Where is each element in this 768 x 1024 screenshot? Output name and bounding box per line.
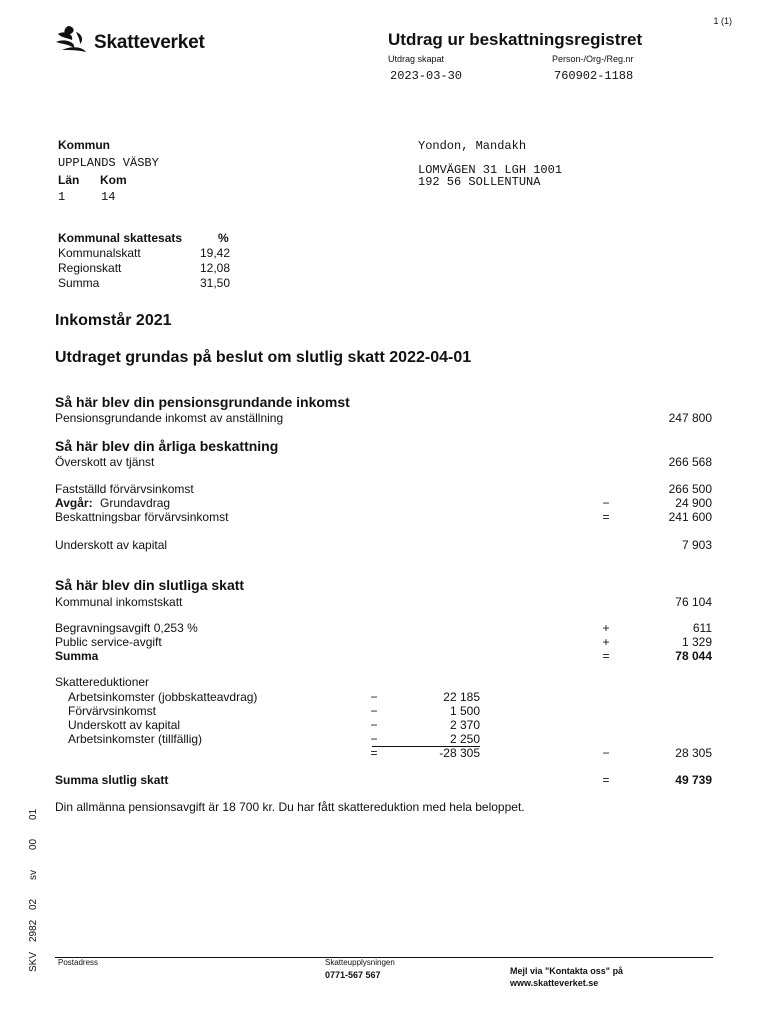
tax-rate-unit: %	[218, 231, 229, 245]
established-income-label: Fastställd förvärvsinkomst	[55, 482, 194, 496]
reduction-operator: −	[370, 704, 378, 718]
reduction-label: Arbetsinkomster (tillfällig)	[68, 732, 203, 746]
side-code-part: SKV	[28, 951, 39, 972]
municipal-tax-label: Kommunal inkomstskatt	[55, 595, 183, 609]
established-income-value: 266 500	[668, 482, 712, 496]
reduction-operator: −	[370, 690, 378, 704]
id-value: 760902-1188	[554, 69, 634, 83]
created-label: Utdrag skapat	[388, 54, 445, 64]
tax-rate-value: 31,50	[199, 276, 230, 290]
kommun-value: UPPLANDS VÄSBY	[58, 156, 159, 170]
tax-info-phone: 0771-567 567	[325, 970, 381, 980]
burial-fee-value: 611	[692, 621, 712, 635]
skatteverket-emblem-icon	[54, 24, 88, 56]
annual-heading: Så här blev din årliga beskattning	[55, 438, 279, 454]
reductions-right-value: 28 305	[675, 746, 712, 760]
surplus-value: 266 568	[668, 455, 712, 469]
side-code-part: sv	[28, 870, 39, 880]
tax-rate-value: 12,08	[199, 261, 230, 275]
reduction-value: 2 370	[449, 718, 480, 732]
id-label: Person-/Org-/Reg.nr	[552, 54, 634, 64]
deductions-label: Avgår:	[55, 496, 93, 510]
recipient-name: Yondon, Mandakh	[418, 139, 527, 153]
burial-fee-label: Begravningsavgift 0,253 %	[55, 621, 198, 635]
reductions-right-operator: −	[602, 746, 610, 760]
capital-deficit-label: Underskott av kapital	[55, 538, 168, 552]
basic-deduction-operator: −	[602, 496, 610, 510]
income-year-heading: Inkomstår 2021	[55, 312, 172, 329]
contact-mail-line1: Mejl via "Kontakta oss" på	[510, 966, 624, 976]
side-code-part: 2982	[28, 919, 39, 942]
public-service-fee-operator: +	[602, 635, 610, 649]
lan-value: 1	[58, 190, 66, 204]
taxable-income-operator: =	[602, 510, 610, 524]
recipient-address-line1: LOMVÄGEN 31 LGH 1001	[418, 163, 563, 177]
page-number: 1 (1)	[713, 16, 732, 26]
reduction-value: 1 500	[449, 704, 480, 718]
contact-mail-link[interactable]: www.skatteverket.se	[510, 978, 599, 988]
logo-text: Skatteverket	[94, 32, 205, 53]
tax-info-label: Skatteupplysningen	[325, 958, 395, 967]
reduction-operator: −	[370, 732, 378, 746]
tax-rate-label: Summa	[58, 276, 100, 290]
created-value: 2023-03-30	[390, 69, 463, 83]
tax-rate-heading: Kommunal skattesats	[58, 231, 183, 245]
tax-rate-label: Kommunalskatt	[58, 246, 141, 260]
reduction-label: Underskott av kapital	[68, 718, 181, 732]
reduction-value: 22 185	[443, 690, 480, 704]
postal-address-label: Postadress	[58, 958, 99, 967]
total-final-tax-value: 49 739	[675, 773, 712, 787]
lan-label: Län	[58, 173, 80, 187]
pension-fee-note: Din allmänna pensionsavgift är 18 700 kr. Du har fått skattereduktion med hela beloppet.	[55, 800, 525, 814]
pension-row-label: Pensionsgrundande inkomst av anställning	[55, 411, 284, 425]
side-code-part: 01	[28, 808, 39, 820]
reductions-heading: Skattereduktioner	[55, 675, 150, 689]
municipal-tax-value: 76 104	[675, 595, 712, 609]
capital-deficit-value: 7 903	[681, 538, 712, 552]
reductions-total-value: -28 305	[439, 746, 480, 760]
kommun-label: Kommun	[58, 138, 110, 152]
kom-value: 14	[101, 190, 116, 204]
basic-deduction-value: 24 900	[675, 496, 712, 510]
document-title: Utdrag ur beskattningsregistret	[388, 30, 643, 49]
public-service-fee-value: 1 329	[681, 635, 712, 649]
pension-heading: Så här blev din pensionsgrundande inkomst	[55, 394, 350, 410]
side-code-part: 00	[28, 838, 39, 850]
kom-label: Kom	[100, 173, 127, 187]
pension-row-value: 247 800	[668, 411, 712, 425]
decision-heading: Utdraget grundas på beslut om slutlig skatt 2022-04-01	[55, 349, 472, 366]
sum-label: Summa	[55, 649, 99, 663]
surplus-label: Överskott av tjänst	[55, 455, 155, 469]
burial-fee-operator: +	[602, 621, 610, 635]
reduction-label: Arbetsinkomster (jobbskatteavdrag)	[68, 690, 258, 704]
reduction-operator: −	[370, 718, 378, 732]
total-final-tax-label: Summa slutlig skatt	[55, 773, 169, 787]
taxable-income-value: 241 600	[668, 510, 712, 524]
final-tax-heading: Så här blev din slutliga skatt	[55, 577, 245, 593]
reduction-label: Förvärvsinkomst	[68, 704, 157, 718]
basic-deduction-label: Grundavdrag	[100, 496, 171, 510]
reduction-value: 2 250	[449, 732, 480, 746]
total-final-tax-operator: =	[602, 773, 610, 787]
tax-rate-value: 19,42	[199, 246, 230, 260]
recipient-address-line2: 192 56 SOLLENTUNA	[418, 175, 541, 189]
tax-rate-label: Regionskatt	[58, 261, 122, 275]
sum-operator: =	[602, 649, 610, 663]
taxable-income-label: Beskattningsbar förvärvsinkomst	[55, 510, 229, 524]
sum-value: 78 044	[675, 649, 712, 663]
reductions-total-operator: =	[370, 746, 378, 760]
side-code-part: 02	[28, 898, 39, 910]
public-service-fee-label: Public service-avgift	[55, 635, 162, 649]
skatteverket-logo	[54, 24, 224, 56]
